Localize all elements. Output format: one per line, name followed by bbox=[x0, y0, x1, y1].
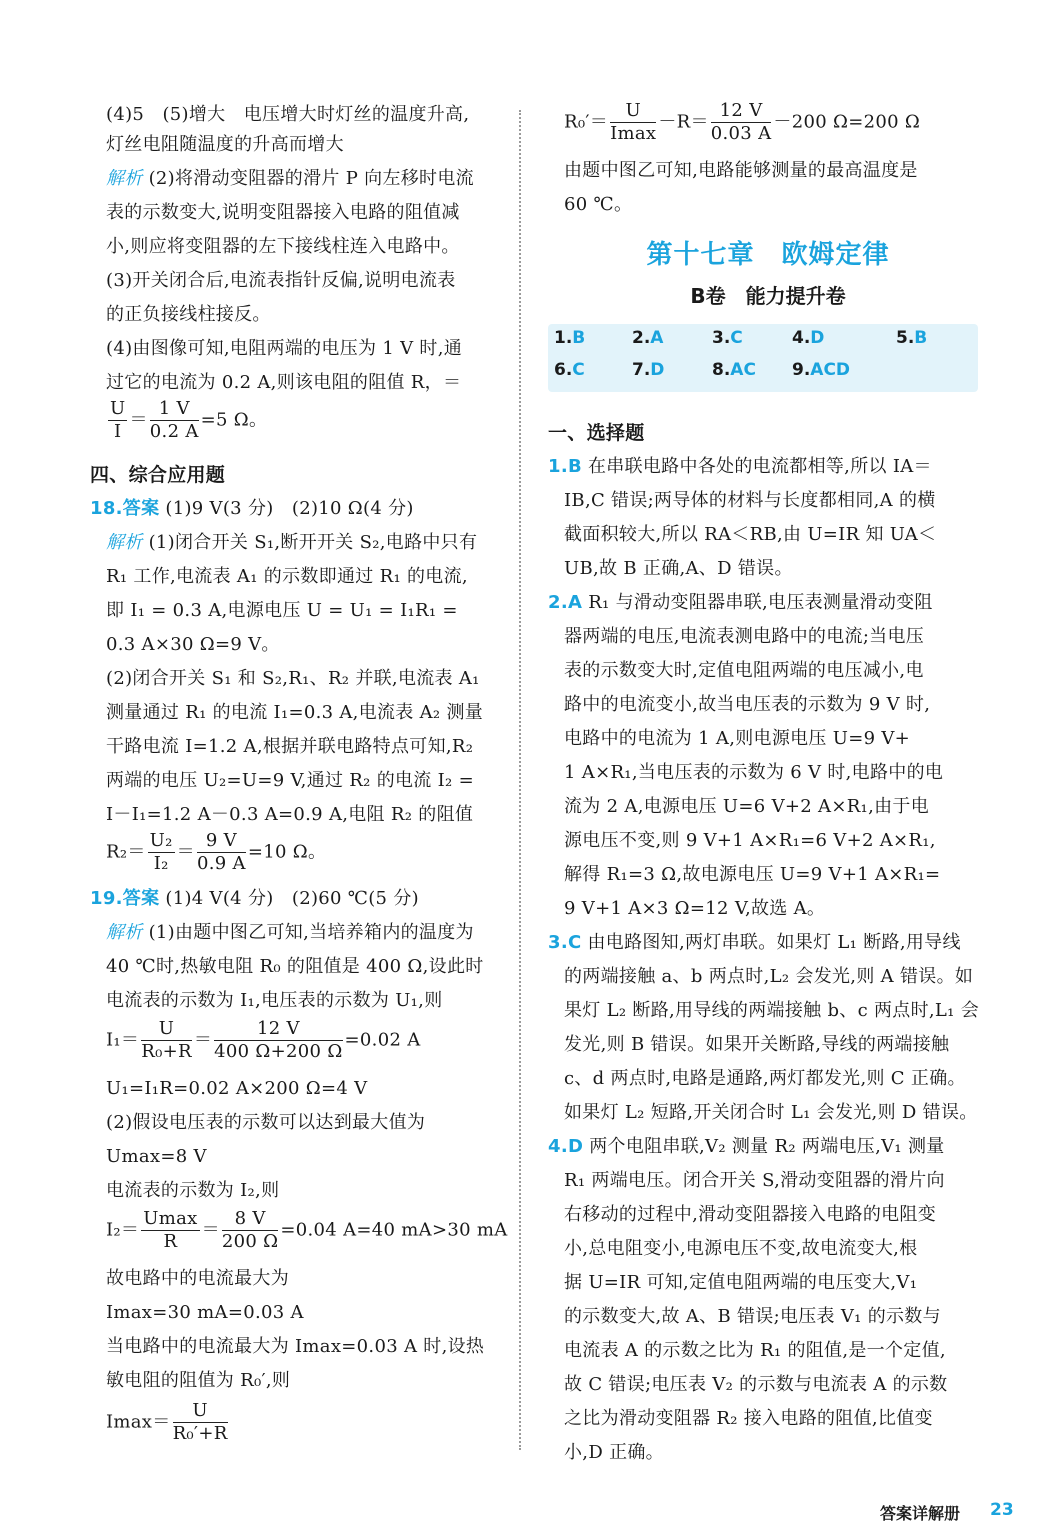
right-line bbox=[564, 1098, 978, 1128]
line-text: 灯丝电阻随温度的升高而增大 bbox=[106, 134, 344, 155]
line-text: 1 A×R₁,当电压表的示数为 6 V 时,电路中的电 bbox=[564, 762, 944, 783]
line-text: 9 V+1 A×3 Ω=12 V,故选 A。 bbox=[564, 898, 826, 919]
left-line bbox=[106, 1074, 367, 1104]
right-line bbox=[564, 724, 910, 754]
line-text: 敏电阻的阻值为 R₀′,则 bbox=[106, 1370, 291, 1391]
left-line bbox=[106, 368, 461, 398]
left-line bbox=[106, 334, 462, 364]
left-line bbox=[106, 1176, 279, 1206]
question-number: 1.B bbox=[548, 456, 582, 477]
line-text: 表的示数变大,说明变阻器接入电路的阻值减 bbox=[106, 202, 460, 223]
answer-item: 1.B bbox=[554, 328, 586, 348]
question-number: 19.答案 bbox=[90, 888, 160, 909]
line-text: 过它的电流为 0.2 A,则该电阻的阻值 R，＝ bbox=[106, 372, 462, 393]
right-line bbox=[564, 1404, 933, 1434]
right-line bbox=[564, 622, 924, 652]
line-text: (4)由图像可知,电阻两端的电压为 1 V 时,通 bbox=[106, 338, 463, 359]
line-text: (2)将滑动变阻器的滑片 P 向左移时电流 bbox=[148, 168, 474, 189]
right-line bbox=[564, 486, 936, 516]
left-line bbox=[106, 952, 484, 982]
right-line bbox=[548, 1132, 945, 1162]
right-line bbox=[564, 1268, 917, 1298]
fraction: $\frac{8 V}{200 \Omega}$ bbox=[221, 1208, 279, 1252]
answer-item: 3.C bbox=[712, 328, 743, 348]
footer-label: 答案详解册 bbox=[880, 1504, 961, 1523]
line-text: 故电路中的电流最大为 bbox=[106, 1268, 289, 1289]
right-line bbox=[564, 860, 940, 890]
section-subtitle: B卷 能力提升卷 bbox=[690, 284, 846, 308]
left-line bbox=[90, 494, 414, 524]
fraction: $\frac{U}{\text{R₀′+R}}$ bbox=[172, 1400, 228, 1444]
line-text: IB,C 错误;两导体的材料与长度都相同,A 的横 bbox=[564, 490, 936, 511]
left-line bbox=[90, 884, 419, 914]
question-number: 3.C bbox=[548, 932, 582, 953]
right-line bbox=[564, 656, 924, 686]
line-text: c、d 两点时,电路是通路,两灯都发光,则 C 正确。 bbox=[564, 1068, 966, 1089]
line-text: 一、选择题 bbox=[548, 422, 645, 444]
line-text: 果灯 L₂ 断路,用导线的两端接触 b、c 两点时,L₁ 会 bbox=[564, 1000, 979, 1021]
line-text: 的正负接线柱接反。 bbox=[106, 304, 271, 325]
line-text: 小,总电阻变小,电源电压不变,故电流变大,根 bbox=[564, 1238, 918, 1259]
page-number: 23 bbox=[990, 1500, 1014, 1520]
right-line bbox=[564, 1030, 949, 1060]
line-text: 当电路中的电流最大为 Imax=0.03 A 时,设热 bbox=[106, 1336, 485, 1357]
question-number: 4.D bbox=[548, 1136, 584, 1157]
left-line bbox=[106, 130, 344, 160]
line-text: 60 ℃。 bbox=[564, 194, 633, 215]
line-text: (1)9 V(3 分) (2)10 Ω(4 分) bbox=[165, 498, 414, 519]
line-text: 电流表的示数为 I₂,则 bbox=[106, 1180, 280, 1201]
right-line bbox=[564, 1370, 947, 1400]
formula: R₂＝ $\frac{\text{U₂}}{\text{I₂}}$ ＝ $\frac{9 V}{0.9 A}$ =10 Ω。 bbox=[106, 830, 327, 874]
line-text: 四、综合应用题 bbox=[90, 464, 226, 486]
analysis-tag: 解析 bbox=[106, 922, 143, 943]
line-text: 路中的电流变小,故当电压表的示数为 9 V 时, bbox=[564, 694, 931, 715]
answer-item: 9.ACD bbox=[792, 360, 851, 380]
right-line bbox=[564, 554, 793, 584]
line-text: 如果灯 L₂ 短路,开关闭合时 L₁ 会发光,则 D 错误。 bbox=[564, 1102, 978, 1123]
line-text: (4)5 (5)增大 电压增大时灯丝的温度升高, bbox=[106, 104, 470, 125]
fraction: $\frac{12 V}{0.03 A}$ bbox=[710, 100, 772, 144]
left-line bbox=[90, 460, 225, 490]
line-text: R₁ 两端电压。闭合开关 S,滑动变阻器的滑片向 bbox=[564, 1170, 945, 1191]
line-text: 右移动的过程中,滑动变阻器接入电路的电阻变 bbox=[564, 1204, 937, 1225]
line-text: 电流表的示数为 I₁,电压表的示数为 U₁,则 bbox=[106, 990, 443, 1011]
left-line bbox=[106, 800, 473, 830]
right-line bbox=[564, 1200, 936, 1230]
fraction: $\frac{Umax}{R}$ bbox=[143, 1208, 198, 1252]
chapter-title: 第十七章 欧姆定律 bbox=[646, 240, 890, 270]
line-text: 器两端的电压,电流表测电路中的电流;当电压 bbox=[564, 626, 925, 647]
line-text: R₁ 工作,电流表 A₁ 的示数即通过 R₁ 的电流, bbox=[106, 566, 468, 587]
answer-item: 8.AC bbox=[712, 360, 756, 380]
left-line bbox=[106, 766, 474, 796]
fraction: $\frac{9 V}{0.9 A}$ bbox=[196, 830, 246, 874]
line-text: 电路中的电流为 1 A,则电源电压 U=9 V+ bbox=[564, 728, 911, 749]
left-line bbox=[106, 596, 458, 626]
line-text: 由题中图乙可知,电路能够测量的最高温度是 bbox=[564, 160, 918, 181]
line-text: 小,则应将变阻器的左下接线柱连入电路中。 bbox=[106, 236, 460, 257]
right-line bbox=[564, 894, 825, 924]
left-line bbox=[106, 1298, 304, 1328]
line-text: U₁=I₁R=0.02 A×200 Ω=4 V bbox=[106, 1078, 368, 1099]
question-number: 18.答案 bbox=[90, 498, 160, 519]
right-line bbox=[548, 588, 933, 618]
analysis-tag: 解析 bbox=[106, 532, 143, 553]
line-text: 两端的电压 U₂=U=9 V,通过 R₂ 的电流 I₂ = bbox=[106, 770, 474, 791]
left-line bbox=[106, 100, 469, 130]
answer-key-box bbox=[548, 324, 978, 392]
answer-item: 4.D bbox=[792, 328, 825, 348]
line-text: 两个电阻串联,V₂ 测量 R₂ 两端电压,V₁ 测量 bbox=[589, 1136, 945, 1157]
left-line bbox=[106, 1264, 289, 1294]
line-text: (2)假设电压表的示数可以达到最大值为 bbox=[106, 1112, 426, 1133]
right-line bbox=[564, 996, 979, 1026]
line-text: Umax=8 V bbox=[106, 1146, 207, 1167]
line-text: 由电路图知,两灯串联。如果灯 L₁ 断路,用导线 bbox=[587, 932, 961, 953]
formula: Imax＝ $\frac{U}{\text{R₀′+R}}$ bbox=[106, 1400, 228, 1444]
line-text: 在串联电路中各处的电流都相等,所以 IA＝ bbox=[587, 456, 932, 477]
line-text: 流为 2 A,电源电压 U=6 V+2 A×R₁,由于电 bbox=[564, 796, 929, 817]
left-line bbox=[106, 986, 443, 1016]
right-line bbox=[564, 962, 973, 992]
fraction: $\frac{1 V}{0.2 A}$ bbox=[149, 398, 199, 442]
right-line bbox=[564, 1064, 966, 1094]
right-line bbox=[564, 190, 632, 220]
right-line bbox=[548, 418, 645, 448]
left-line bbox=[106, 698, 483, 728]
line-text: 表的示数变大时,定值电阻两端的电压减小,电 bbox=[564, 660, 924, 681]
right-line bbox=[564, 1166, 945, 1196]
line-text: (1)闭合开关 S₁,断开开关 S₂,电路中只有 bbox=[148, 532, 478, 553]
line-text: 小,D 正确。 bbox=[564, 1442, 664, 1463]
answer-item: 2.A bbox=[632, 328, 664, 348]
line-text: (1)由题中图乙可知,当培养箱内的温度为 bbox=[148, 922, 474, 943]
line-text: 测量通过 R₁ 的电流 I₁=0.3 A,电流表 A₂ 测量 bbox=[106, 702, 484, 723]
line-text: 据 U=IR 可知,定值电阻两端的电压变大,V₁ bbox=[564, 1272, 918, 1293]
left-line bbox=[106, 1332, 484, 1362]
line-text: 电流表 A 的示数之比为 R₁ 的阻值,是一个定值, bbox=[564, 1340, 946, 1361]
line-text: 源电压不变,则 9 V+1 A×R₁=6 V+2 A×R₁, bbox=[564, 830, 936, 851]
line-text: 解得 R₁=3 Ω,故电源电压 U=9 V+1 A×R₁= bbox=[564, 864, 941, 885]
right-line bbox=[564, 156, 918, 186]
left-line bbox=[106, 1108, 425, 1138]
fraction: $\frac{U}{Imax}$ bbox=[610, 100, 657, 144]
column-divider bbox=[519, 110, 521, 1450]
line-text: 干路电流 I=1.2 A,根据并联电路特点可知,R₂ bbox=[106, 736, 474, 757]
line-text: R₁ 与滑动变阻器串联,电压表测量滑动变阻 bbox=[588, 592, 933, 613]
line-text: 的两端接触 a、b 两点时,L₂ 会发光,则 A 错误。如 bbox=[564, 966, 974, 987]
right-line bbox=[548, 452, 932, 482]
left-line bbox=[106, 630, 280, 660]
left-line bbox=[106, 198, 460, 228]
line-text: 即 I₁ = 0.3 A,电源电压 U = U₁ = I₁R₁ = bbox=[106, 600, 458, 621]
right-line bbox=[564, 1302, 941, 1332]
fraction: $\frac{U}{\text{R₀+R}}$ bbox=[141, 1018, 192, 1062]
left-line bbox=[106, 1142, 207, 1172]
right-line bbox=[564, 1234, 918, 1264]
left-line bbox=[106, 266, 456, 296]
right-line bbox=[564, 520, 936, 550]
line-text: 之比为滑动变阻器 R₂ 接入电路的阻值,比值变 bbox=[564, 1408, 933, 1429]
left-line bbox=[106, 732, 473, 762]
line-text: 0.3 A×30 Ω=9 V。 bbox=[106, 634, 280, 655]
answer-item: 7.D bbox=[632, 360, 665, 380]
answer-item: 6.C bbox=[554, 360, 585, 380]
formula: R₀′＝ $\frac{U}{Imax}$ －R＝ $\frac{12 V}{0.03 A}$ －200 Ω=200 Ω bbox=[564, 100, 921, 144]
left-line bbox=[106, 562, 468, 592]
line-text: UB,故 B 正确,A、D 错误。 bbox=[564, 558, 793, 579]
left-line bbox=[106, 528, 477, 558]
right-line bbox=[564, 792, 929, 822]
formula: $\frac{U}{I}$ ＝ $\frac{1 V}{0.2 A}$ =5 Ω。 bbox=[110, 398, 268, 442]
fraction: $\frac{U}{I}$ bbox=[110, 398, 126, 442]
line-text: (2)闭合开关 S₁ 和 S₂,R₁、R₂ 并联,电流表 A₁ bbox=[106, 668, 480, 689]
analysis-tag: 解析 bbox=[106, 168, 143, 189]
right-line bbox=[564, 826, 936, 856]
right-line bbox=[564, 1336, 946, 1366]
fraction: $\frac{\text{U₂}}{\text{I₂}}$ bbox=[149, 830, 173, 874]
left-line bbox=[106, 1366, 290, 1396]
line-text: (1)4 V(4 分) (2)60 ℃(5 分) bbox=[165, 888, 419, 909]
fraction: $\frac{12 V}{400 \Omega+200 \Omega}$ bbox=[214, 1018, 343, 1062]
left-line bbox=[106, 232, 460, 262]
right-line bbox=[564, 690, 930, 720]
right-line bbox=[548, 928, 961, 958]
right-line bbox=[564, 758, 943, 788]
line-text: 的示数变大,故 A、B 错误;电压表 V₁ 的示数与 bbox=[564, 1306, 941, 1327]
line-text: 40 ℃时,热敏电阻 R₀ 的阻值是 400 Ω,设此时 bbox=[106, 956, 484, 977]
line-text: 故 C 错误;电压表 V₂ 的示数与电流表 A 的示数 bbox=[564, 1374, 948, 1395]
left-line bbox=[106, 664, 480, 694]
line-text: I－I₁=1.2 A－0.3 A=0.9 A,电阻 R₂ 的阻值 bbox=[106, 804, 474, 825]
line-text: 发光,则 B 错误。如果开关断路,导线的两端接触 bbox=[564, 1034, 950, 1055]
left-line bbox=[106, 918, 474, 948]
formula: I₂＝ $\frac{Umax}{R}$ ＝ $\frac{8 V}{200 \Omega}$ =0.04 A=40 mA>30 mA bbox=[106, 1208, 508, 1252]
left-line bbox=[106, 164, 474, 194]
left-line bbox=[106, 300, 271, 330]
question-number: 2.A bbox=[548, 592, 583, 613]
line-text: (3)开关闭合后,电流表指针反偏,说明电流表 bbox=[106, 270, 456, 291]
line-text: 截面积较大,所以 RA＜RB,由 U=IR 知 UA＜ bbox=[564, 524, 937, 545]
formula: I₁＝ $\frac{U}{\text{R₀+R}}$ ＝ $\frac{12 V}{400 \Omega+200 \Omega}$ =0.02 A bbox=[106, 1018, 421, 1062]
line-text: Imax=30 mA=0.03 A bbox=[106, 1302, 304, 1323]
answer-item: 5.B bbox=[896, 328, 928, 348]
right-line bbox=[564, 1438, 664, 1468]
